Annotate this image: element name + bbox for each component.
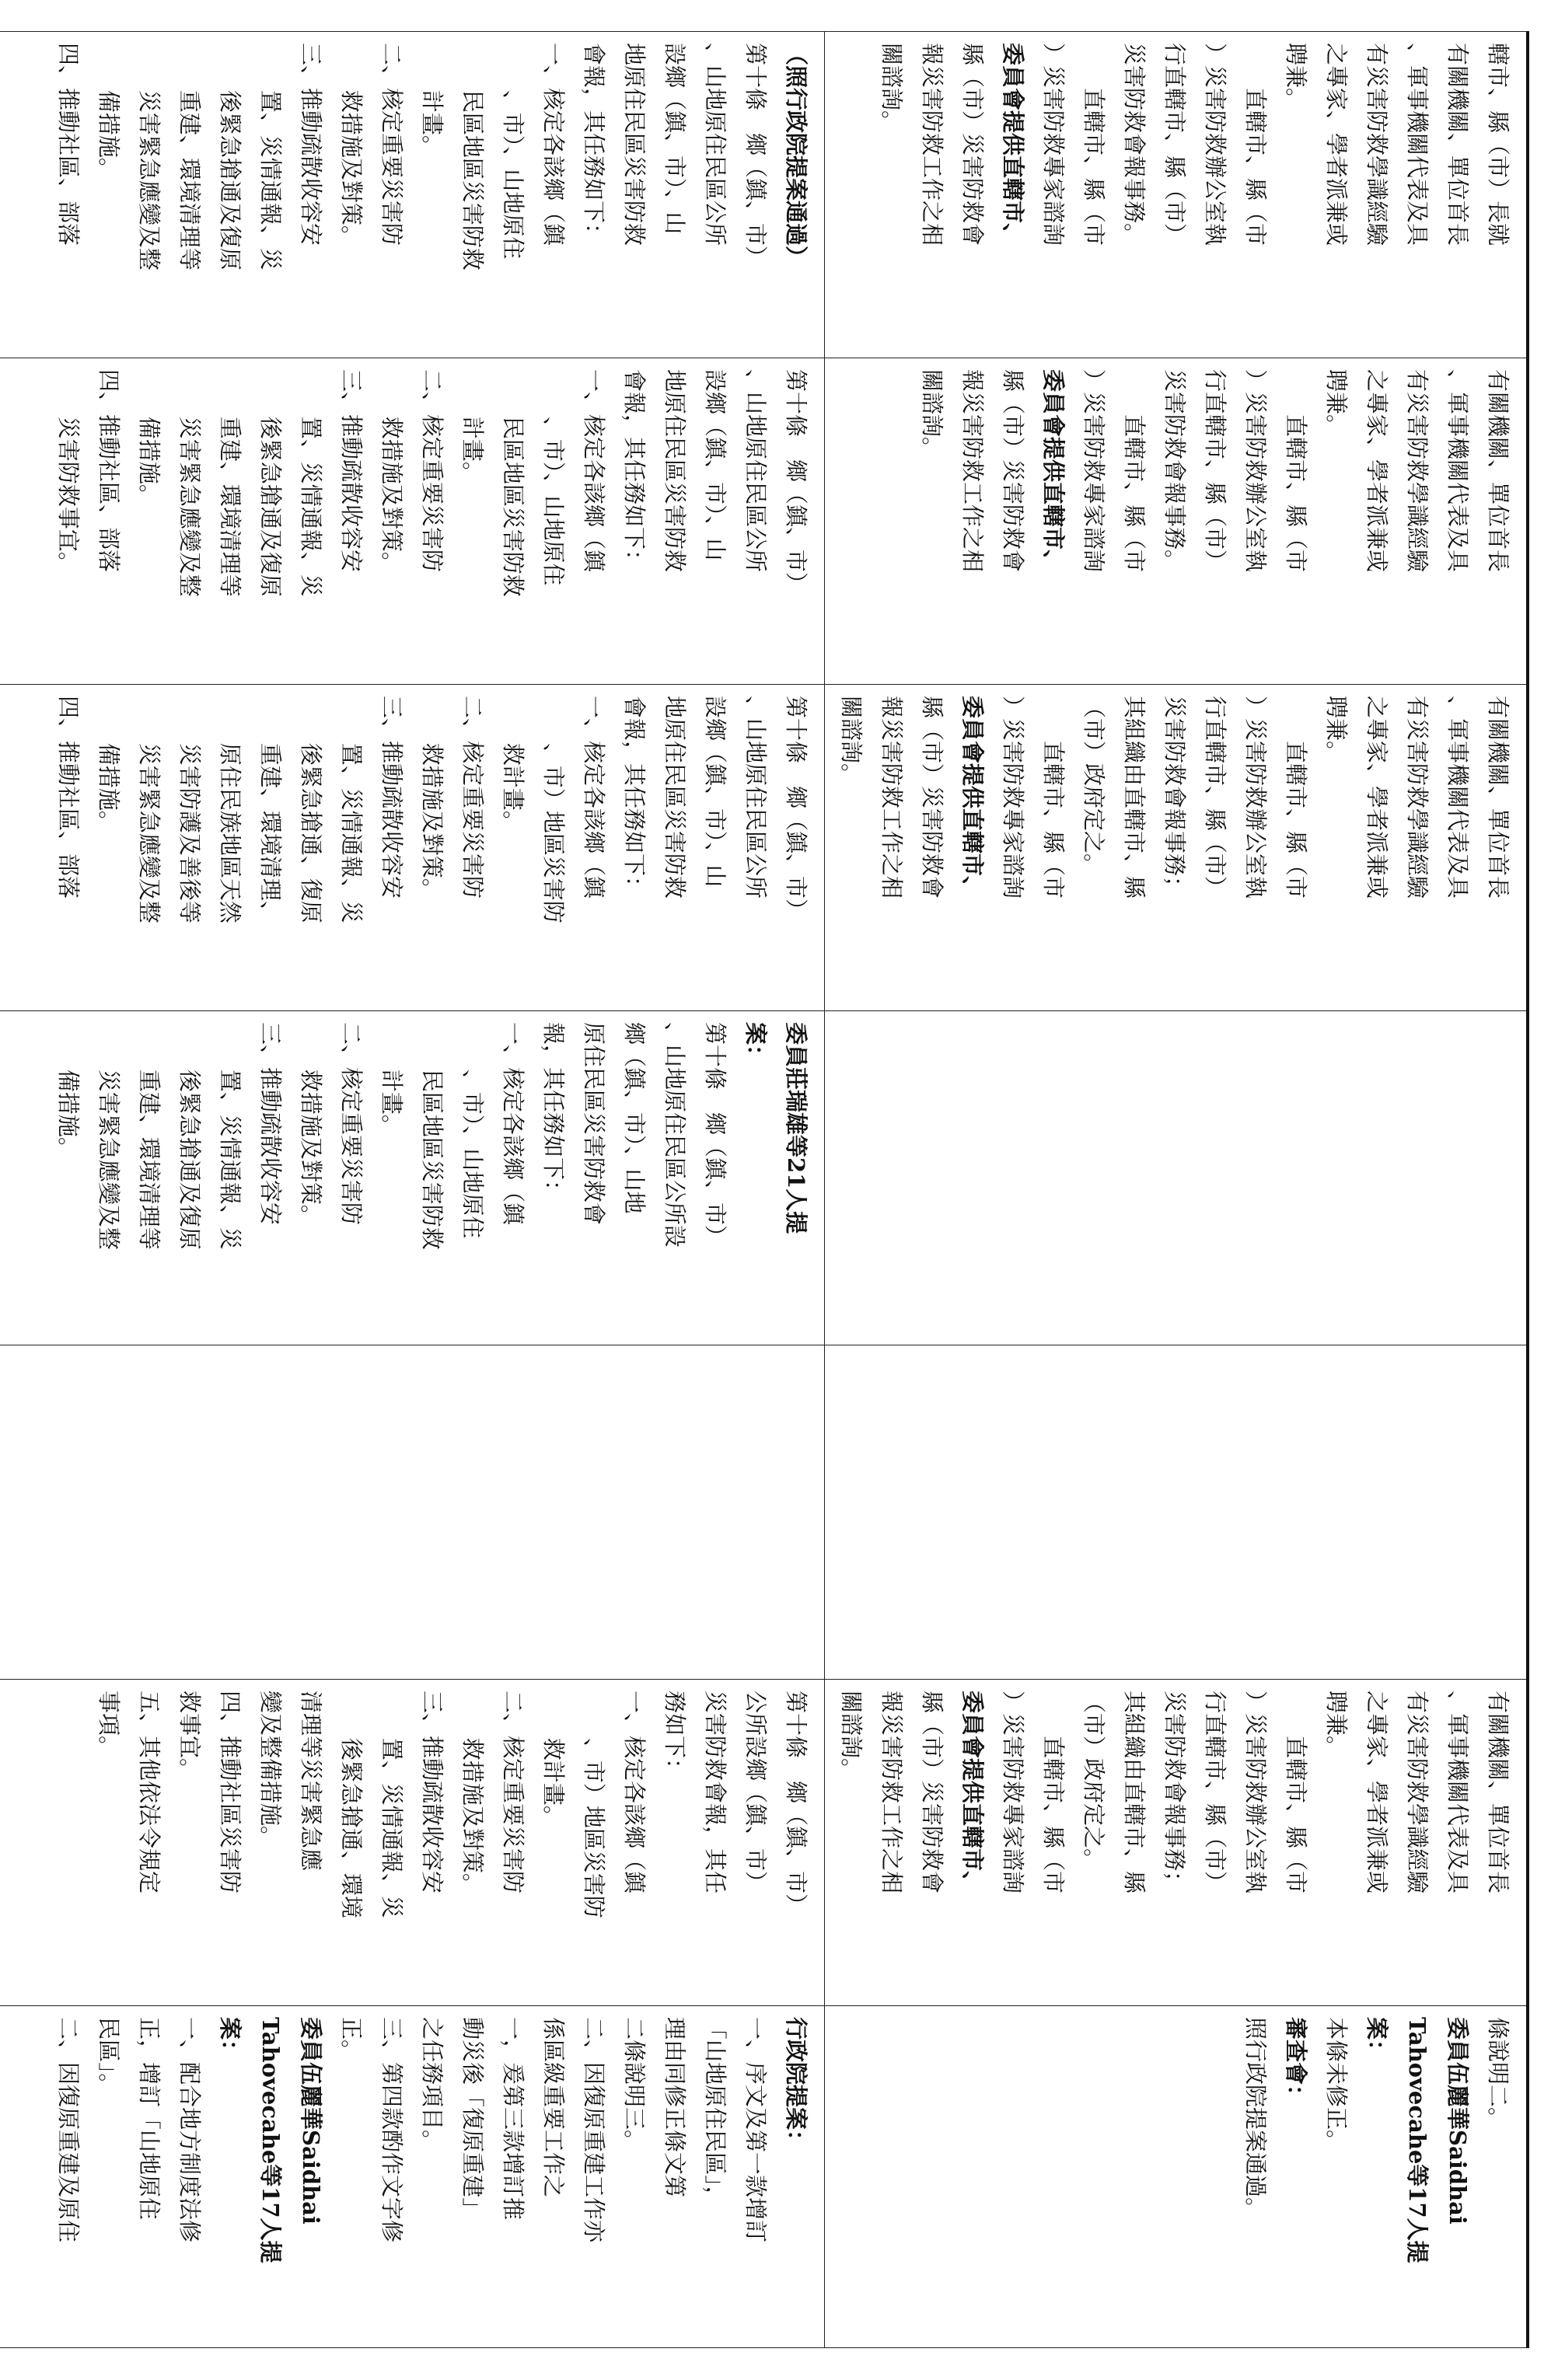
text-line: 重建、環境清理等 bbox=[136, 1069, 162, 1250]
text-line: 、軍事機關代表及具 bbox=[1444, 1691, 1471, 1894]
text-line: 救措施及對策。 bbox=[298, 1069, 324, 1227]
text-line: 救措施及對策。 bbox=[338, 89, 365, 248]
text-line: 災害緊急應變及整 bbox=[176, 416, 203, 597]
text-line: 縣（市）災害防救會 bbox=[959, 43, 986, 246]
text-line: 正。 bbox=[338, 2017, 365, 2063]
text-line: 直轄市、縣（市 bbox=[1081, 43, 1107, 246]
text-line: ）災害防救專家諮詢 bbox=[1081, 369, 1107, 573]
text-line: 計畫。 bbox=[459, 416, 486, 484]
text-line: 縣（市）災害防救會 bbox=[919, 1691, 945, 1894]
text-line: 鄉（鎮、市）、山地 bbox=[621, 1022, 648, 1214]
text-line: 動災後「復原重建」 bbox=[459, 2017, 486, 2221]
text-line: 一、核定各該鄉（鎮 bbox=[540, 43, 567, 246]
text-line: 第十條 鄉（鎮、市） bbox=[742, 43, 769, 269]
text-line: 委員會提供直轄市、 bbox=[959, 696, 986, 899]
text-line: ）災害防救專家諮詢 bbox=[1000, 696, 1026, 899]
text-line: 關諮詢。 bbox=[838, 1691, 865, 1782]
text-line: 有關機關、單位首長 bbox=[1485, 1691, 1511, 1894]
text-line: 四、推動社區、部落 bbox=[96, 369, 122, 573]
text-line: 第十條 鄉（鎮、市） bbox=[702, 1022, 728, 1248]
text-line: 二、核定重要災害防 bbox=[500, 1691, 526, 1894]
text-line: Tahovecahe等17人提 bbox=[257, 2017, 284, 2263]
text-line: 其組織由直轄市、縣 bbox=[1121, 1691, 1148, 1894]
text-line: 災害防救會報，其任 bbox=[702, 1691, 728, 1894]
text-line: 委員伍麗華Saidhai bbox=[1444, 2017, 1471, 2225]
text-line: 一、核定各該鄉（鎮 bbox=[500, 1022, 526, 1226]
text-line: 一，爰第三款增訂推 bbox=[500, 2017, 526, 2221]
text-line: 關諮詢。 bbox=[879, 43, 905, 134]
text-line: 四、推動社區、部落 bbox=[55, 696, 82, 899]
text-line: 之專家、學者派兼或 bbox=[1364, 696, 1390, 899]
text-line: 有關機關、單位首長 bbox=[1444, 43, 1471, 246]
text-line: 後緊急搶通及復原 bbox=[176, 1069, 203, 1250]
text-line: 有災害防救學識經驗 bbox=[1364, 43, 1390, 246]
text-line: 原住民區災害防救會 bbox=[581, 1022, 607, 1226]
text-line: 直轄市、縣（市 bbox=[1040, 696, 1067, 899]
table-row-top bbox=[825, 32, 1528, 2348]
table-row-bottom bbox=[0, 32, 825, 2348]
text-line: 條說明二。 bbox=[1485, 2017, 1511, 2130]
cell-bottom-col5 bbox=[0, 1345, 825, 1680]
text-line: 報災害防救工作之相 bbox=[879, 696, 905, 899]
text-line: 第十條 鄉（鎮、市） bbox=[783, 1691, 809, 1917]
text-line: 一、核定各該鄉（鎮 bbox=[581, 696, 607, 899]
text-line: 本條未修正。 bbox=[1323, 2017, 1350, 2153]
text-line: 災害防護及善後等 bbox=[176, 742, 203, 923]
text-line: 事項。 bbox=[96, 1691, 122, 1759]
text-line: 案： bbox=[217, 2017, 243, 2063]
text-line: 置、災情通報、災 bbox=[257, 89, 284, 270]
text-line: 、山地原住民區公所 bbox=[702, 43, 728, 246]
text-line: 行政院提案： bbox=[783, 2017, 809, 2153]
text-line: 二、因復原重建及原住 bbox=[55, 2017, 82, 2243]
text-line: 之任務項目。 bbox=[419, 2017, 445, 2153]
text-line: 三、推動疏散收容安 bbox=[338, 369, 365, 573]
cell-bottom-col6 bbox=[0, 1680, 825, 2006]
text-line: 清理等災害緊急應 bbox=[298, 1691, 324, 1872]
text-line: 一、序文及第一款增訂 bbox=[742, 2017, 769, 2243]
text-line: 三、推動疏散收容安 bbox=[298, 43, 324, 246]
text-line: 設鄉（鎮、市）、山 bbox=[662, 43, 688, 235]
text-line: 三、推動疏散收容安 bbox=[379, 696, 405, 899]
text-line: 一、核定各該鄉（鎮 bbox=[621, 1691, 648, 1894]
text-line: 置、災情通報、災 bbox=[338, 742, 365, 923]
text-line: 後緊急搶通、復原 bbox=[298, 742, 324, 923]
text-line: 地原住民區災害防救 bbox=[621, 43, 648, 246]
text-line: 會報，其任務如下： bbox=[621, 369, 648, 573]
text-line: 之專家、學者派兼或 bbox=[1364, 1691, 1390, 1894]
text-line: 地原住民區災害防救 bbox=[662, 696, 688, 899]
text-line: 委員莊瑞雄等21人提 bbox=[783, 1022, 809, 1234]
text-line: 有關機關、單位首長 bbox=[1485, 369, 1511, 573]
text-line: 有災害防救學識經驗 bbox=[1404, 1691, 1430, 1894]
text-line: 二條說明三。 bbox=[621, 2017, 648, 2153]
text-line: 委員伍麗華Saidhai bbox=[298, 2017, 324, 2225]
text-line: 委員會提供直轄市、 bbox=[959, 1691, 986, 1894]
text-line: 直轄市、縣（市 bbox=[1283, 1691, 1309, 1894]
text-line: 、山地原住民區公所 bbox=[742, 696, 769, 899]
text-line: 照行政院提案通過。 bbox=[1242, 2017, 1269, 2221]
cell-top-col6 bbox=[825, 1680, 1528, 2006]
text-line: 之專家、學者派兼或 bbox=[1323, 43, 1350, 246]
text-line: 二、核定重要災害防 bbox=[338, 1022, 365, 1226]
text-line: 設鄉（鎮、市）、山 bbox=[702, 369, 728, 561]
text-line: 一、核定各該鄉（鎮 bbox=[581, 369, 607, 573]
text-line: 關諮詢。 bbox=[919, 369, 945, 460]
cell-top-col5 bbox=[825, 1345, 1528, 1680]
text-line: 聘兼。 bbox=[1283, 43, 1309, 111]
text-line: 救措施及對策。 bbox=[419, 742, 445, 901]
text-line: 第十條 鄉（鎮、市） bbox=[783, 369, 809, 595]
text-line: 三、推動疏散收容安 bbox=[419, 1691, 445, 1894]
text-line: 報，其任務如下： bbox=[540, 1022, 567, 1203]
text-line: 備措施。 bbox=[136, 416, 162, 507]
text-line: 直轄市、縣（市 bbox=[1040, 1691, 1067, 1894]
text-line: 災害防救會報事務。 bbox=[1162, 369, 1188, 573]
text-line: 救事宜。 bbox=[176, 1691, 203, 1782]
text-line: 災害防救會報事務。 bbox=[1121, 43, 1148, 246]
text-line: 關諮詢。 bbox=[838, 696, 865, 787]
legislation-comparison-table bbox=[0, 31, 1529, 2348]
text-line: 正，增訂「山地原住 bbox=[136, 2017, 162, 2221]
text-line: 會報，其任務如下： bbox=[621, 696, 648, 899]
text-line: 原住民族地區天然 bbox=[217, 742, 243, 923]
text-line: 聘兼。 bbox=[1323, 696, 1350, 764]
text-line: 、市）地區災害防 bbox=[540, 742, 567, 923]
text-line: 災害防救會報事務； bbox=[1162, 696, 1188, 899]
text-line: 理由同修正條文第 bbox=[662, 2017, 688, 2198]
text-line: 縣（市）災害防救會 bbox=[1000, 369, 1026, 573]
cell-top-col1 bbox=[825, 32, 1528, 358]
text-line: 、軍事機關代表及具 bbox=[1404, 43, 1430, 246]
text-line: 審查會： bbox=[1283, 2017, 1309, 2108]
cell-bottom-col2 bbox=[0, 358, 825, 685]
text-line: 直轄市、縣（市 bbox=[1121, 369, 1148, 573]
text-line: （市）政府定之。 bbox=[1081, 1691, 1107, 1872]
text-line: ）災害防救專家諮詢 bbox=[1000, 1691, 1026, 1894]
text-line: 四、推動社區、部落 bbox=[55, 43, 82, 246]
text-line: 行直轄市、縣（市） bbox=[1202, 369, 1228, 573]
text-line: 備措施。 bbox=[55, 1069, 82, 1160]
cell-bottom-col1 bbox=[0, 32, 825, 358]
text-line: ）災害防救專家諮詢 bbox=[1040, 43, 1067, 246]
text-line: 重建、環境清理、 bbox=[257, 742, 284, 923]
text-line: 行直轄市、縣（市） bbox=[1162, 43, 1188, 246]
text-line: 、山地原住民區公所 bbox=[742, 369, 769, 573]
text-line: 、市）、山地原住 bbox=[500, 89, 526, 260]
text-line: 救計畫。 bbox=[540, 1737, 567, 1828]
text-line: 五、其他依法令規定 bbox=[136, 1691, 162, 1894]
text-line: 案： bbox=[1364, 2017, 1390, 2063]
text-line: 、山地原住民區公所設 bbox=[662, 1022, 688, 1248]
text-line: 委員會提供直轄市、 bbox=[1040, 369, 1067, 573]
text-line: 備措施。 bbox=[96, 742, 122, 833]
text-line: 備措施。 bbox=[96, 89, 122, 180]
text-line: 計畫。 bbox=[419, 89, 445, 158]
text-line: 民區地區災害防救 bbox=[459, 89, 486, 270]
text-line: 報災害防救工作之相 bbox=[879, 1691, 905, 1894]
text-line: 一、配合地方制度法修 bbox=[176, 2017, 203, 2243]
text-line: 災害緊急應變及整 bbox=[96, 1069, 122, 1250]
text-line: 案： bbox=[742, 1022, 769, 1068]
text-line: 、市）、山地原住 bbox=[459, 1069, 486, 1239]
text-line: 救措施及對策。 bbox=[379, 416, 405, 574]
text-line: 行直轄市、縣（市） bbox=[1202, 696, 1228, 899]
text-line: ）災害防救辦公室執 bbox=[1242, 696, 1269, 899]
text-line: 聘兼。 bbox=[1323, 369, 1350, 438]
text-line: 後緊急搶通及復原 bbox=[257, 416, 284, 597]
text-line: 四、推動社區災害防 bbox=[217, 1691, 243, 1894]
text-line: 後緊急搶通、環境 bbox=[338, 1737, 365, 1918]
text-line: 設鄉（鎮、市）、山 bbox=[702, 696, 728, 888]
text-line: 之專家、學者派兼或 bbox=[1364, 369, 1390, 573]
text-line: 民區地區災害防救 bbox=[500, 416, 526, 597]
text-line: 二、因復原重建工作亦 bbox=[581, 2017, 607, 2243]
text-line: 三、推動疏散收容安 bbox=[257, 1022, 284, 1226]
text-line: 災害防救事宜。 bbox=[55, 416, 82, 574]
text-line: 第十條 鄉（鎮、市） bbox=[783, 696, 809, 922]
text-line: 災害防救會報事務； bbox=[1162, 1691, 1188, 1894]
text-line: ）災害防救辦公室執 bbox=[1242, 369, 1269, 573]
cell-bottom-col4 bbox=[0, 1011, 825, 1345]
text-line: 置、災情通報、災 bbox=[298, 416, 324, 597]
text-line: 務如下： bbox=[662, 1691, 688, 1782]
cell-top-col3 bbox=[825, 685, 1528, 1011]
text-line: 報災害防救工作之相 bbox=[959, 369, 986, 573]
text-line: ）災害防救辦公室執 bbox=[1202, 43, 1228, 246]
text-line: 有災害防救學識經驗 bbox=[1404, 696, 1430, 899]
text-line: 重建、環境清理等 bbox=[176, 89, 203, 270]
text-line: 災害緊急應變及整 bbox=[136, 742, 162, 923]
text-line: 三、第四款酌作文字修 bbox=[379, 2017, 405, 2243]
text-line: 地原住民區災害防救 bbox=[662, 369, 688, 573]
text-line: 、市）地區災害防 bbox=[581, 1737, 607, 1918]
text-line: 聘兼。 bbox=[1323, 1691, 1350, 1759]
text-line: 、市）、山地原住 bbox=[540, 416, 567, 586]
text-line: 置、災情通報、災 bbox=[217, 1069, 243, 1250]
text-line: 重建、環境清理等 bbox=[217, 416, 243, 597]
text-line: 委員會提供直轄市、 bbox=[1000, 43, 1026, 246]
text-line: 行直轄市、縣（市） bbox=[1202, 1691, 1228, 1894]
text-line: 救計畫。 bbox=[500, 742, 526, 833]
text-line: 縣（市）災害防救會 bbox=[919, 696, 945, 899]
text-line: 災害緊急應變及整 bbox=[136, 89, 162, 270]
text-line: 有災害防救學識經驗 bbox=[1404, 369, 1430, 573]
cell-top-col4 bbox=[825, 1011, 1528, 1345]
cell-top-col7 bbox=[825, 2006, 1528, 2348]
text-line: 二、核定重要災害防 bbox=[419, 369, 445, 573]
text-line: 民區地區災害防救 bbox=[419, 1069, 445, 1250]
cell-top-col2 bbox=[825, 358, 1528, 685]
text-line: 直轄市、縣（市 bbox=[1242, 43, 1269, 246]
text-line: 二、核定重要災害防 bbox=[379, 43, 405, 246]
text-line: 、軍事機關代表及具 bbox=[1444, 696, 1471, 899]
text-line: 置、災情通報、災 bbox=[379, 1737, 405, 1918]
cell-bottom-col3 bbox=[0, 685, 825, 1011]
cell-bottom-col7 bbox=[0, 2006, 825, 2348]
text-line: 變及整備措施。 bbox=[257, 1691, 284, 1849]
text-line: 救措施及對策。 bbox=[459, 1737, 486, 1896]
text-line: 其組織由直轄市、縣 bbox=[1121, 696, 1148, 899]
text-line: 轄市、縣（市）長就 bbox=[1485, 43, 1511, 246]
text-line: 「山地原住民區」， bbox=[702, 2017, 728, 2209]
text-line: 、軍事機關代表及具 bbox=[1444, 369, 1471, 573]
text-line: （照行政院提案通過） bbox=[783, 43, 809, 269]
text-line: 民區」。 bbox=[96, 2017, 122, 2096]
text-line: （市）政府定之。 bbox=[1081, 696, 1107, 877]
text-line: ）災害防救辦公室執 bbox=[1242, 1691, 1269, 1894]
text-line: 會報，其任務如下： bbox=[581, 43, 607, 246]
text-line: 後緊急搶通及復原 bbox=[217, 89, 243, 270]
text-line: 公所設鄉（鎮、市） bbox=[742, 1691, 769, 1894]
text-line: 有關機關、單位首長 bbox=[1485, 696, 1511, 899]
text-line: 係區級重要工作之 bbox=[540, 2017, 567, 2198]
text-line: 報災害防救工作之相 bbox=[919, 43, 945, 246]
text-line: 直轄市、縣（市 bbox=[1283, 369, 1309, 573]
text-line: 直轄市、縣（市 bbox=[1283, 696, 1309, 899]
text-line: 計畫。 bbox=[379, 1069, 405, 1137]
text-line: Tahovecahe等17人提 bbox=[1404, 2017, 1430, 2263]
text-line: 二、核定重要災害防 bbox=[459, 696, 486, 899]
